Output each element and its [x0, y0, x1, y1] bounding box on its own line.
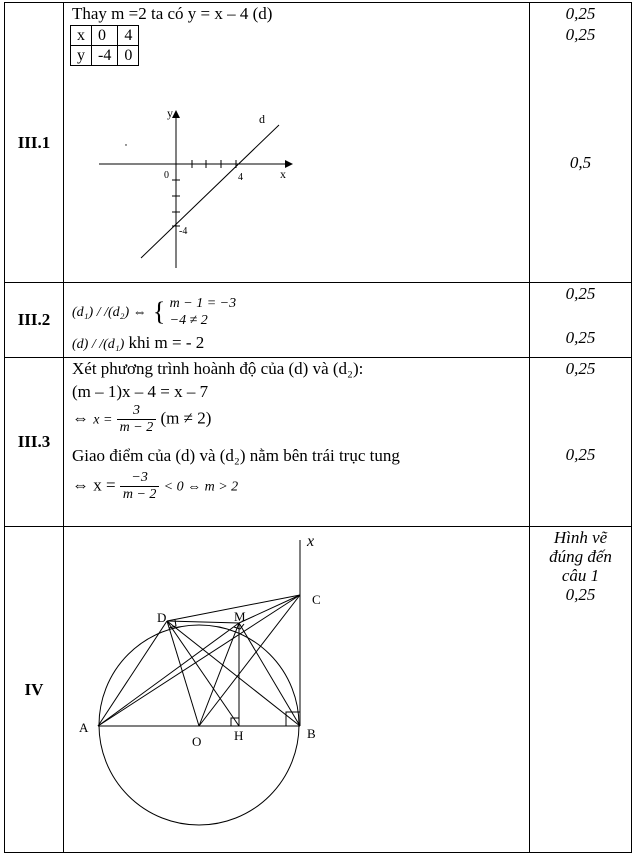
row-iii-1: [5, 3, 632, 283]
fraction-denominator: m − 2: [119, 420, 154, 435]
table-cell: -4: [92, 46, 118, 66]
segment-dh: [167, 621, 239, 726]
label-m: M: [234, 609, 246, 624]
parallel-result-text: khi m = - 2: [128, 333, 205, 352]
row-iv: [5, 527, 632, 853]
score-value: 0,25: [565, 445, 596, 464]
system: [170, 295, 236, 329]
segment-mb: [239, 623, 300, 726]
equivalence-symbol: ⇔: [72, 408, 89, 428]
value-table-row-x: [71, 26, 139, 46]
row-iii-2: [5, 283, 632, 358]
row-label: III.2: [5, 283, 64, 358]
table-cell: 0: [118, 46, 139, 66]
row-content: [64, 527, 530, 853]
x-axis-label: x: [280, 167, 286, 181]
row-content: [64, 358, 530, 527]
segment-ad: [98, 621, 167, 726]
stray-dot: [125, 144, 126, 145]
score-note-line: đúng đến: [549, 547, 612, 566]
score-value: 0,25: [565, 585, 596, 604]
parallel-lhs: (d₁) / /(d₂) ⇔: [72, 304, 147, 320]
table-cell: x: [71, 26, 92, 46]
parallel-result-math: (d) / /(d₁): [72, 337, 125, 352]
table-cell: 0: [92, 26, 118, 46]
segment-cm: [239, 595, 300, 623]
value-table-row-y: [71, 46, 139, 66]
fraction-denominator: m − 2: [122, 487, 157, 502]
score-cell: [530, 527, 632, 853]
parallel-result: [72, 333, 204, 353]
line-d-label: d: [259, 112, 265, 126]
label-d: D: [157, 610, 167, 625]
row-content: [64, 3, 530, 283]
row-iii-3: [5, 358, 632, 527]
row-content: [64, 283, 530, 358]
score-note-line: Hình vẽ: [553, 528, 608, 547]
y-tick-label: -4: [179, 226, 188, 237]
origin-label: 0: [164, 170, 169, 181]
geometry-figure: [74, 530, 374, 850]
label-a: A: [79, 720, 89, 735]
fraction-numerator: −3: [120, 470, 160, 487]
x-tick-label: 4: [238, 172, 243, 183]
line-graph: [99, 108, 359, 278]
text-line: Xét phương trình hoành độ của (d) và (d₂):: [72, 359, 364, 378]
row-label: IV: [5, 527, 64, 853]
system-line: −4 ≠ 2: [169, 313, 208, 328]
math-text: ⇔ x =: [72, 475, 116, 495]
segment-am: [98, 623, 239, 726]
score-value: 0,25: [565, 359, 596, 378]
fraction: [120, 470, 160, 503]
condition: (m ≠ 2): [160, 408, 212, 428]
fraction-numerator: 3: [117, 403, 157, 420]
math-text: x =: [93, 412, 113, 428]
label-o: O: [192, 734, 202, 749]
score-value: 0,25: [565, 284, 596, 303]
equation-line: Thay m =2 ta có y = x – 4 (d): [72, 4, 273, 23]
label-x: x: [307, 533, 315, 550]
score-cell: [530, 283, 632, 358]
parallel-condition: [72, 295, 236, 329]
inequality-line: [72, 470, 238, 503]
equation-line: (m – 1)x – 4 = x – 7: [72, 382, 209, 401]
score-value: 0,25: [565, 25, 596, 44]
label-c: C: [312, 592, 321, 607]
table-cell: 4: [118, 26, 139, 46]
system-brace: {: [152, 297, 166, 326]
label-b: B: [307, 726, 316, 741]
solution-line: [72, 403, 211, 436]
system-line: m − 1 = −3: [169, 296, 237, 311]
score-note-line: câu 1: [561, 566, 600, 585]
segment-dm: [167, 621, 239, 623]
segment-mo: [199, 623, 239, 726]
segment-oc: [199, 595, 300, 726]
answer-table: [4, 2, 632, 853]
table-cell: y: [71, 46, 92, 66]
y-axis-label: y: [167, 108, 173, 120]
score-value: 0,25: [565, 328, 596, 347]
fraction: [117, 403, 157, 436]
row-label: III.1: [5, 3, 64, 283]
y-axis-arrow: [172, 110, 180, 118]
label-h: H: [234, 728, 244, 743]
math-text: < 0 ⇔ m > 2: [163, 479, 239, 495]
score-value: 0,25: [565, 4, 596, 23]
score-note: [530, 528, 631, 604]
score-value: 0,5: [569, 153, 592, 172]
text-line: Giao điểm của (d) và (d₂) nằm bên trái trục tung: [72, 446, 400, 465]
score-cell: [530, 3, 632, 283]
value-table: [70, 25, 139, 66]
row-label: III.3: [5, 358, 64, 527]
x-axis-arrow: [285, 160, 293, 168]
score-cell: [530, 358, 632, 527]
segment-do: [167, 621, 199, 726]
line-d: [141, 125, 279, 258]
